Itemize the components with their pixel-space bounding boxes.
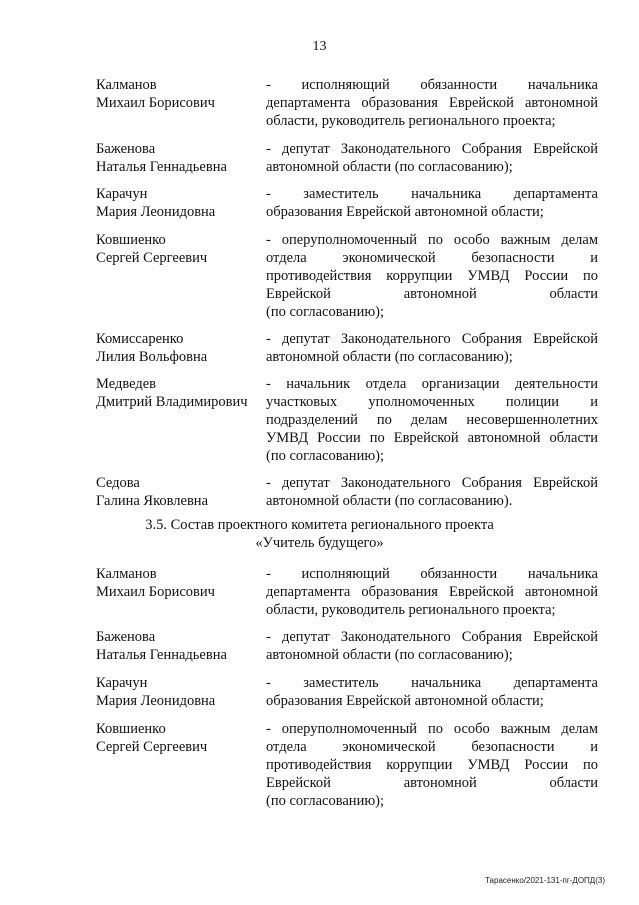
member-name: Ковшиенко Сергей Сергеевич [96, 232, 208, 266]
member-role: - заместитель начальника департамента образования Еврейской автономной области; [266, 675, 598, 709]
member-role: - начальник отдела организации деятельности участковых уполномоченных полиции и подразделений по делам несовершеннолетних УМВД России по Еврейской автономной области (по согласованию); [266, 376, 598, 464]
member-entry [96, 330, 600, 366]
member-name: Карачун Мария Леонидовна [96, 186, 216, 220]
member-entry [96, 720, 600, 810]
member-entry [96, 674, 600, 710]
member-name: Седова Галина Яковлевна [96, 475, 208, 509]
member-entry [96, 185, 600, 221]
member-role: - оперуполномоченный по особо важным делам отдела экономической безопасности и противодействия коррупции УМВД России по Еврейской автономной области (по согласованию); [266, 721, 598, 809]
member-role: - исполняющий обязанности начальника департамента образования Еврейской автономной области, руководитель регионального проекта; [266, 566, 598, 618]
member-entry [96, 231, 600, 321]
document-footer-code: Тарасенко/2021-131-пг-ДОПД(3) [485, 876, 605, 885]
section-heading: 3.5. Состав проектного комитета регионального проекта «Учитель будущего» [145, 517, 494, 551]
member-entry [96, 140, 600, 176]
member-name: Калманов Михаил Борисович [96, 77, 215, 111]
member-name: Баженова Наталья Геннадьевна [96, 141, 227, 175]
page-number: 13 [312, 39, 327, 54]
member-name: Медведев Дмитрий Владимирович [96, 376, 248, 410]
member-role: - исполняющий обязанности начальника департамента образования Еврейской автономной области, руководитель регионального проекта; [266, 77, 598, 129]
member-entry [96, 474, 600, 510]
member-entry [96, 628, 600, 664]
member-role: - депутат Законодательного Собрания Еврейской автономной области (по согласованию); [266, 629, 598, 663]
member-name: Ковшиенко Сергей Сергеевич [96, 721, 208, 755]
member-name: Карачун Мария Леонидовна [96, 675, 216, 709]
member-name: Калманов Михаил Борисович [96, 566, 215, 600]
member-role: - депутат Законодательного Собрания Еврейской автономной области (по согласованию); [266, 141, 598, 175]
member-name: Баженова Наталья Геннадьевна [96, 629, 227, 663]
member-role: - депутат Законодательного Собрания Еврейской автономной области (по согласованию). [266, 475, 598, 509]
member-entry [96, 565, 600, 619]
member-entry [96, 375, 600, 465]
member-role: - оперуполномоченный по особо важным делам отдела экономической безопасности и противодействия коррупции УМВД России по Еврейской автономной области (по согласованию); [266, 232, 598, 320]
member-name: Комиссаренко Лилия Вольфовна [96, 331, 208, 365]
member-role: - депутат Законодательного Собрания Еврейской автономной области (по согласованию); [266, 331, 598, 365]
member-role: - заместитель начальника департамента образования Еврейской автономной области; [266, 186, 598, 220]
member-entry [96, 76, 600, 130]
